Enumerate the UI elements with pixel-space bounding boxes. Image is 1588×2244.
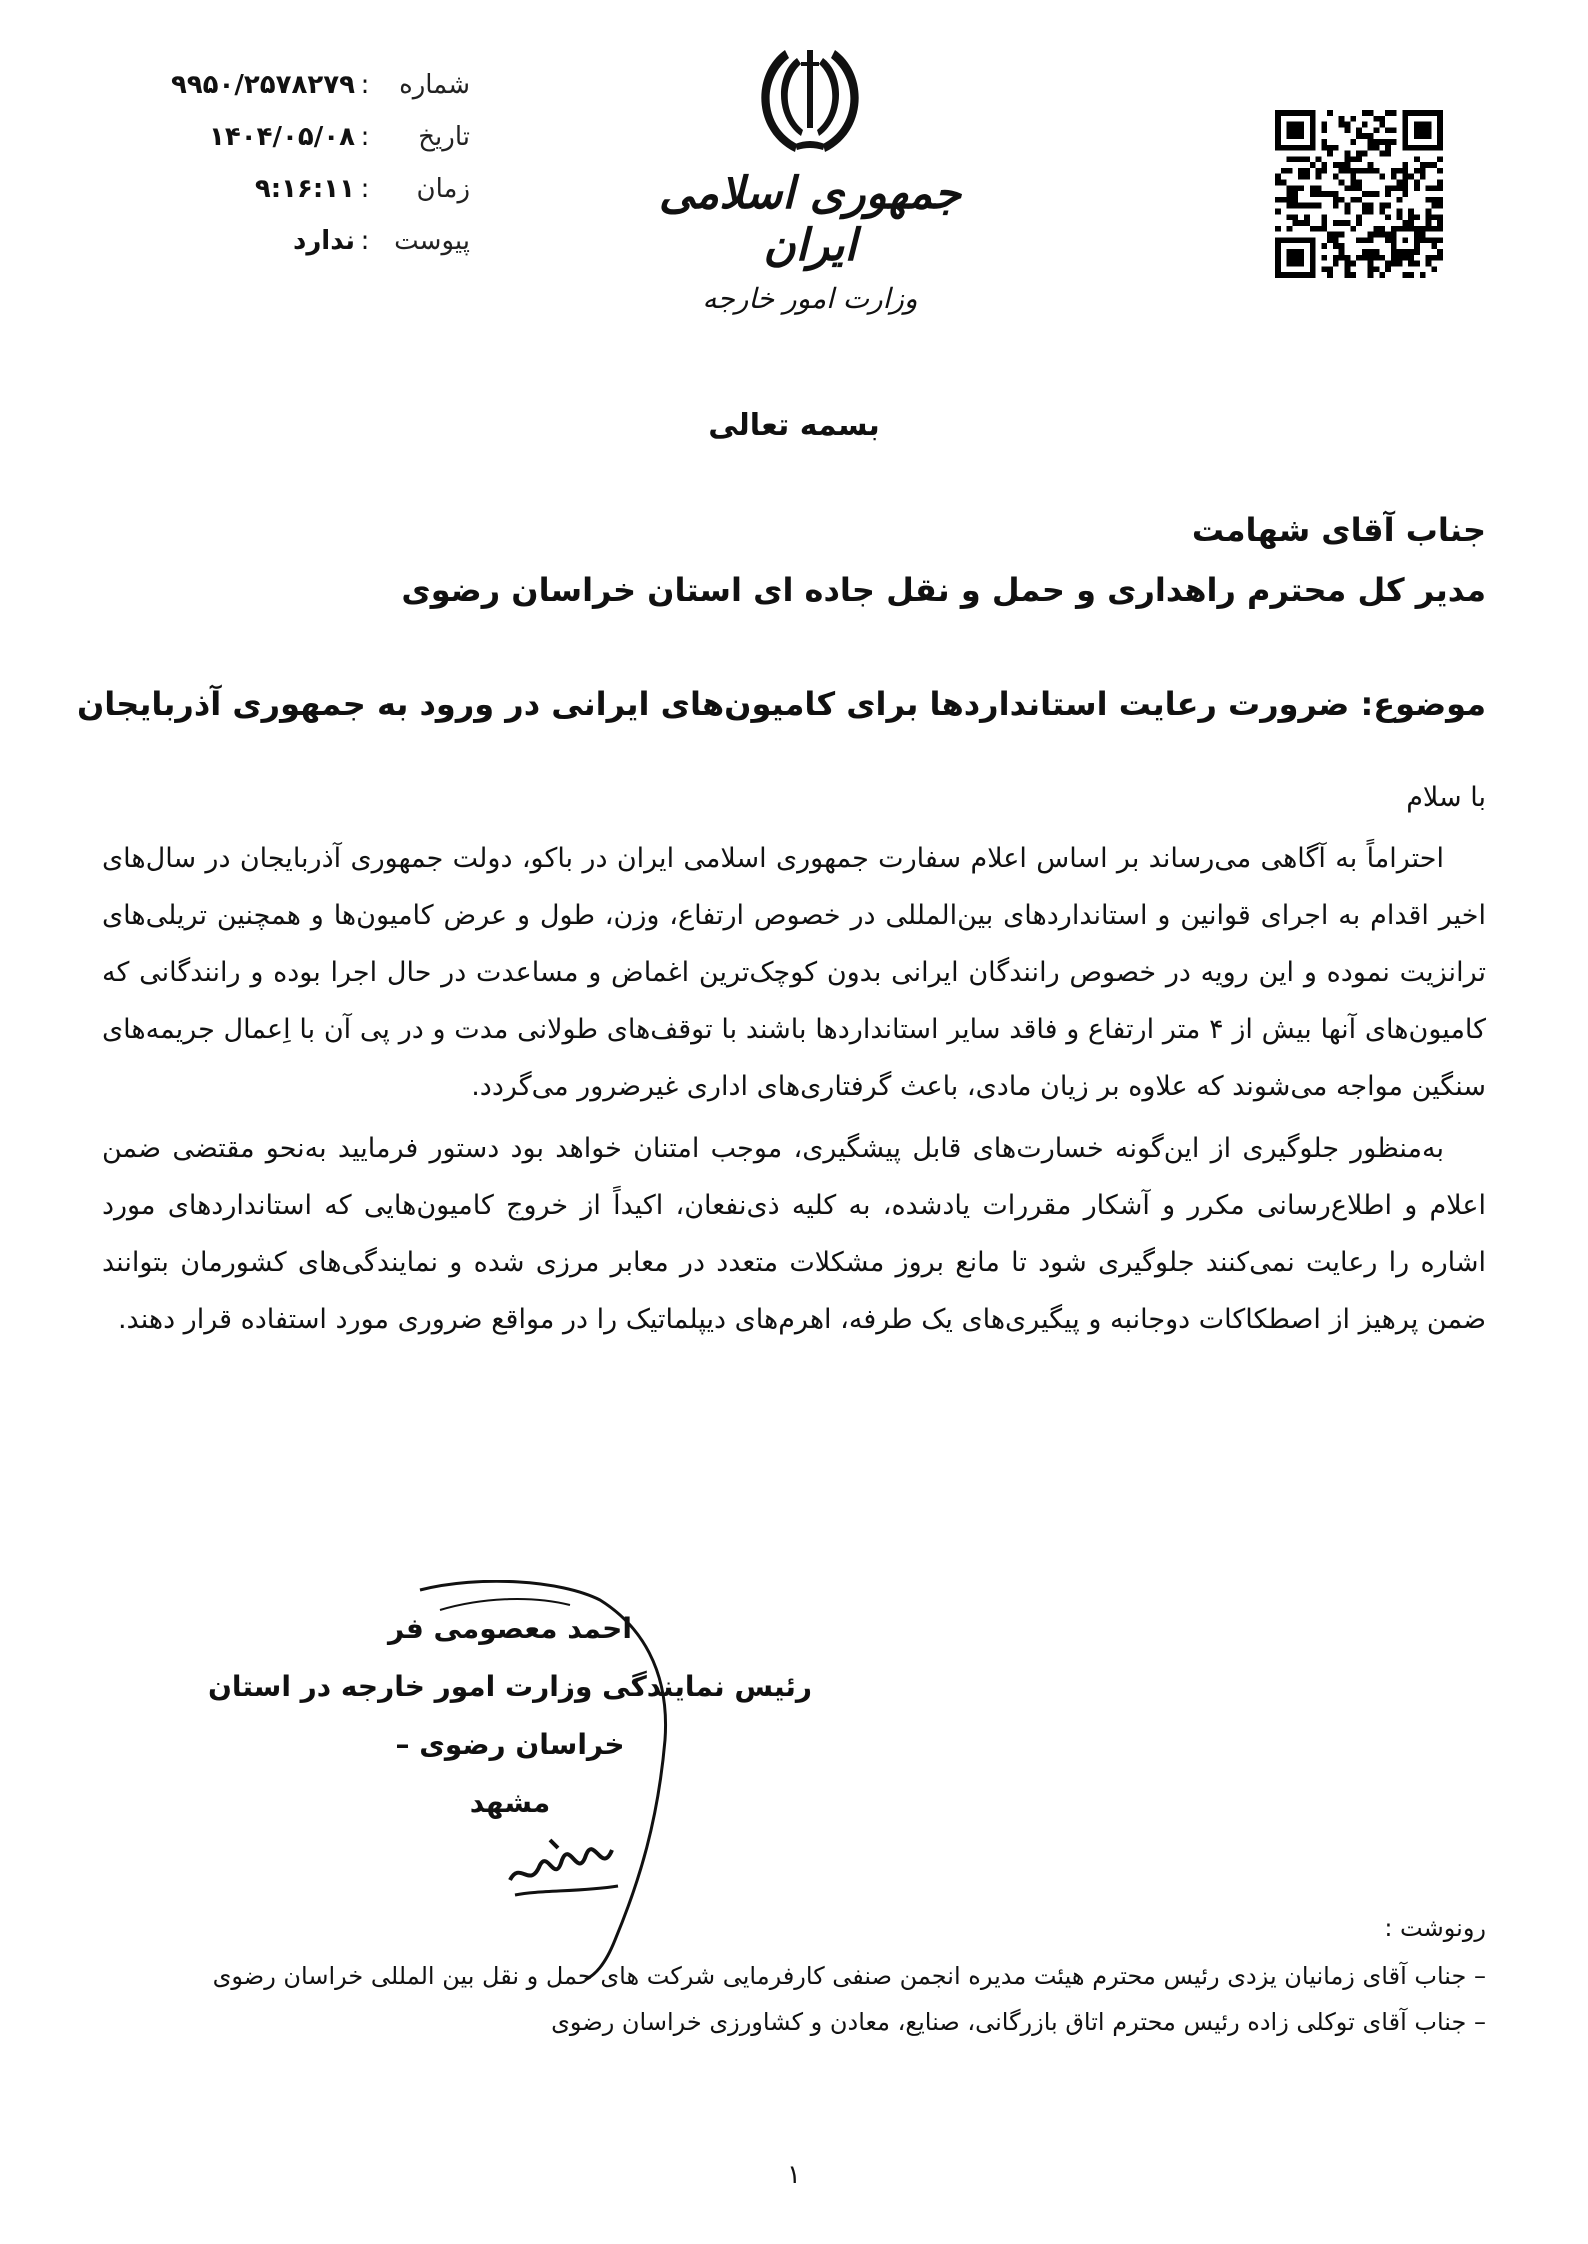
meta-label: پیوست bbox=[394, 226, 470, 256]
body-paragraph: به‌منظور جلوگیری از این‌گونه خسارت‌های قابل پیشگیری، موجب امتنان خواهد بود دستور فرمایید به‌نحو مقتضی ضمن اعلام و اطلاع‌رسانی مکرر و آشکار مقررات یادشده، به کلیه ذی‌نفعان، اکیداً از خروج کامیون‌هایی که استانداردهای مورد اشاره را رعایت نمی‌کنند جلوگیری شود تا مانع بروز مشکلات متعدد در معابر مرزی شده و نمایندگی‌های کشورمان بتوانند ضمن پرهیز از اصطکاکات دوجانبه و پیگیری‌های یک طرفه، اهرم‌های دیپلماتیک را در مواقع ضروری مورد استفاده قرار دهند. bbox=[102, 1133, 1486, 1335]
letter-attachment: ندارد bbox=[292, 226, 355, 256]
body-paragraph: احتراماً به آگاهی می‌رساند بر اساس اعلام سفارت جمهوری اسلامی ایران در باکو، دولت جمهوری آذربایجان در سال‌های اخیر اقدام به اجرای قوانین و استانداردهای بین‌المللی در خصوص ارتفاع، وزن، طول و عرض کامیون‌ها و همچنین تریلی‌های ترانزیت نموده و این رویه در خصوص رانندگان ایرانی بدون کوچک‌ترین اغماض و مساعدت در حال اجرا بوده و رانندگانی که کامیون‌های آنها بیش از ۴ متر ارتفاع و فاقد سایر استانداردها باشند با توقف‌های طولانی مدت و در پی آن با اِعمال جریمه‌های سنگین مواجه می‌شوند که علاوه بر زیان مادی، باعث گرفتاری‌های اداری غیرضرور می‌گردد. bbox=[102, 843, 1486, 1102]
meta-row-attachment: پیوست : ندارد bbox=[130, 226, 470, 278]
meta-row-time: زمان : ۹:۱۶:۱۱ bbox=[130, 174, 470, 226]
meta-row-number: شماره : ۹۹۵۰/۲۵۷۸۲۷۹ bbox=[130, 70, 470, 122]
meta-label: تاریخ bbox=[418, 122, 470, 152]
page-number: ۱ bbox=[787, 2160, 801, 2190]
cc-item: – جناب آقای زمانیان یزدی رئیس محترم هیئت مدیره انجمن صنفی کارفرمایی شرکت های حمل و نقل بین المللی خراسان رضوی bbox=[212, 1962, 1486, 1990]
greeting: با سلام bbox=[1406, 782, 1486, 813]
letter-time: ۹:۱۶:۱۱ bbox=[254, 174, 355, 204]
invocation: بسمه تعالی bbox=[708, 408, 880, 443]
qr-code-icon bbox=[1275, 110, 1443, 278]
letterhead bbox=[650, 40, 970, 315]
cc-block bbox=[195, 1905, 1486, 2045]
letterhead-subtitle: وزارت امور خارجه bbox=[702, 282, 918, 315]
letter-date: ۱۴۰۴/۰۵/۰۸ bbox=[209, 122, 355, 152]
letter-body bbox=[102, 830, 1486, 1353]
signer-city: مشهد bbox=[469, 1786, 551, 1819]
meta-label: شماره bbox=[399, 70, 470, 100]
letter-subject: موضوع: ضرورت رعایت استانداردها برای کامیون‌های ایرانی در ورود به جمهوری آذربایجان bbox=[76, 685, 1486, 723]
letter-number: ۹۹۵۰/۲۵۷۸۲۷۹ bbox=[170, 70, 355, 100]
cc-label: رونوشت : bbox=[1384, 1914, 1486, 1942]
meta-row-date: تاریخ : ۱۴۰۴/۰۵/۰۸ bbox=[130, 122, 470, 174]
addressee-title: مدیر کل محترم راهداری و حمل و نقل جاده ای استان خراسان رضوی bbox=[401, 571, 1486, 609]
letter-meta bbox=[130, 70, 470, 278]
addressee-name: جناب آقای شهامت bbox=[1191, 511, 1486, 549]
signature-initials-icon bbox=[500, 1820, 630, 1910]
signer-title: رئیس نمایندگی وزارت امور خارجه در استان خراسان رضوی – bbox=[207, 1670, 813, 1761]
letterhead-title: جمهوری اسلامی ایران bbox=[658, 168, 962, 271]
addressee bbox=[401, 500, 1486, 620]
signer-name: احمد معصومی فر bbox=[388, 1612, 632, 1645]
iran-emblem-icon bbox=[745, 40, 875, 160]
cc-item: – جناب آقای توکلی زاده رئیس محترم اتاق بازرگانی، صنایع، معادن و کشاورزی خراسان رضوی bbox=[551, 2008, 1486, 2036]
meta-label: زمان bbox=[416, 174, 470, 204]
